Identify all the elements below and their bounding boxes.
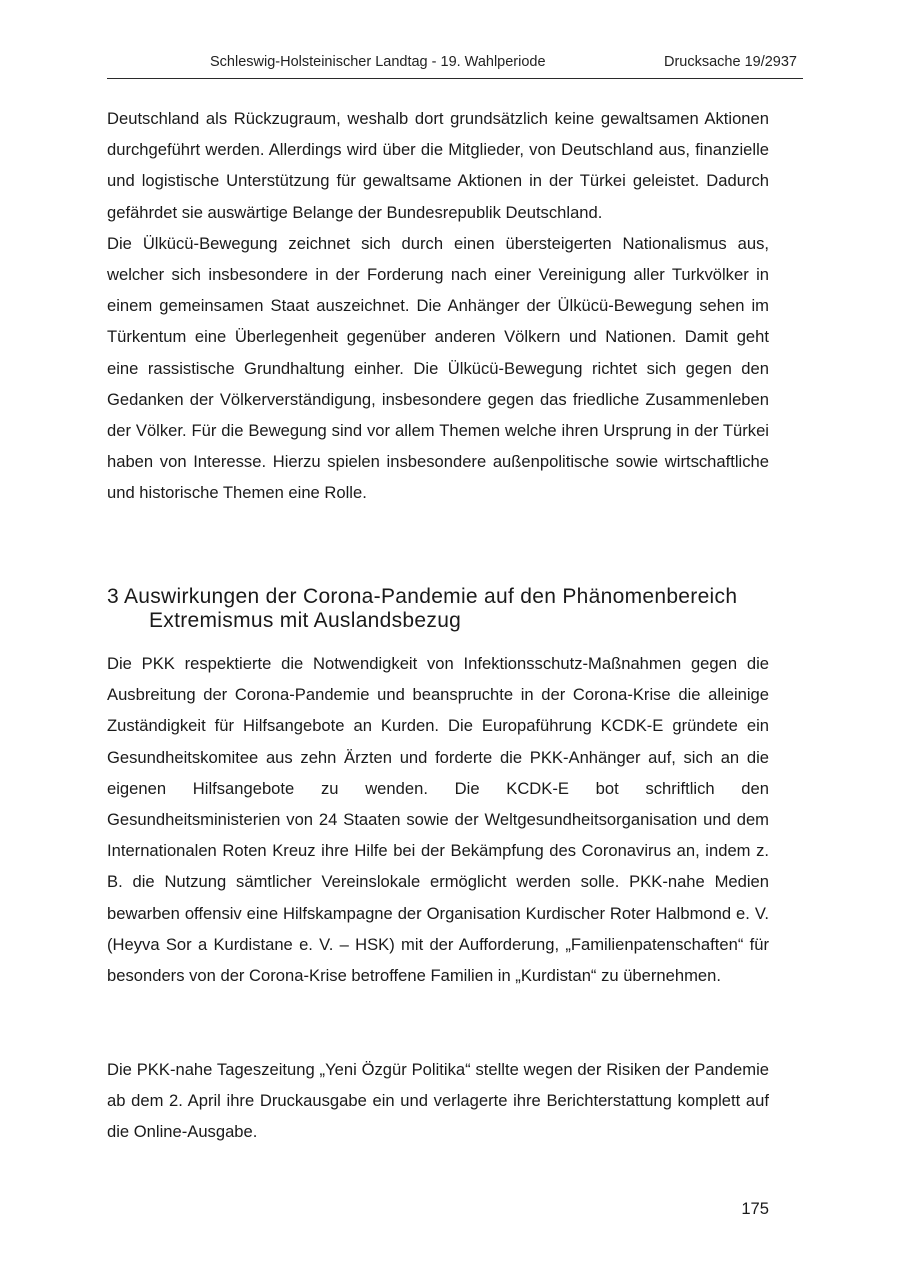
section-heading — [107, 585, 797, 633]
section-text-block — [107, 648, 769, 991]
section-heading-line1: 3 Auswirkungen der Corona-Pandemie auf den Phänomenbereich — [107, 585, 738, 608]
page-header — [107, 52, 803, 79]
intro-text-block — [107, 103, 769, 509]
paragraph: Die PKK-nahe Tageszeitung „Yeni Özgür Politika“ stellte wegen der Risiken der Pandemie ab dem 2. April ihre Druckausgabe ein und verlagerte ihre Berichterstattung komplett auf die Online-Ausgabe. — [107, 1060, 769, 1142]
page-number: 175 — [741, 1199, 769, 1218]
paragraph: Deutschland als Rückzugraum, weshalb dort grundsätzlich keine gewaltsamen Aktionen durchgeführt werden. Allerdings wird über die Mitglieder, von Deutschland aus, finanzielle und logistische Unterstützung für gewaltsame Aktionen in der Türkei geleistet. Dadurch gefährdet sie auswärtige Belange der Bundesrepublik Deutschland. — [107, 109, 769, 222]
paragraph: Die Ülkücü-Bewegung zeichnet sich durch einen übersteigerten Nationalismus aus, welcher sich insbesondere in der Forderung nach einer Vereinigung aller Turkvölker in einem gemeinsamen Staat auszeichnet. Die Anhänger der Ülkücü-Bewegung sehen im Türkentum eine Überlegenheit gegenüber anderen Völkern und Nationen. Damit geht eine rassistische Grundhaltung einher. Die Ülkücü-Bewegung richtet sich gegen den Gedanken der Völkerverständigung, insbesondere gegen das friedliche Zusammenleben der Völker. Für die Bewegung sind vor allem Themen welche ihren Ursprung in der Türkei haben von Interesse. Hierzu spielen insbesondere außenpolitische sowie wirtschaftliche und historische Themen eine Rolle. — [107, 233, 769, 503]
section-heading-line2: Extremismus mit Auslandsbezug — [149, 609, 462, 632]
header-title: Schleswig-Holsteinischer Landtag - 19. Wahlperiode — [210, 54, 546, 70]
header-document-number: Drucksache 19/2937 — [664, 54, 797, 70]
section-text-block-2 — [107, 1054, 769, 1148]
paragraph: Die PKK respektierte die Notwendigkeit von Infektionsschutz-Maßnahmen gegen die Ausbreitung der Corona-Pandemie und beanspruchte in der Corona-Krise die alleinige Zuständigkeit für Hilfsangebote an Kurden. Die Europaführung KCDK-E gründete ein Gesundheitskomitee aus zehn Ärzten und forderte die PKK-Anhänger auf, sich an die eigenen Hilfsangebote zu wenden. Die KCDK-E bot schriftlich den Gesundheitsministerien von 24 Staaten sowie der Weltgesundheitsorganisation und dem Internationalen Roten Kreuz ihre Hilfe bei der Bekämpfung des Coronavirus an, indem z. B. die Nutzung sämtlicher Vereinslokale ermöglicht werden solle. PKK-nahe Medien bewarben offensiv eine Hilfskampagne der Organisation Kurdischer Roter Halbmond e. V. (Heyva Sor a Kurdistane e. V. – HSK) mit der Aufforderung, „Familienpatenschaften“ für besonders von der Corona-Krise betroffene Familien in „Kurdistan“ zu übernehmen. — [107, 654, 769, 986]
